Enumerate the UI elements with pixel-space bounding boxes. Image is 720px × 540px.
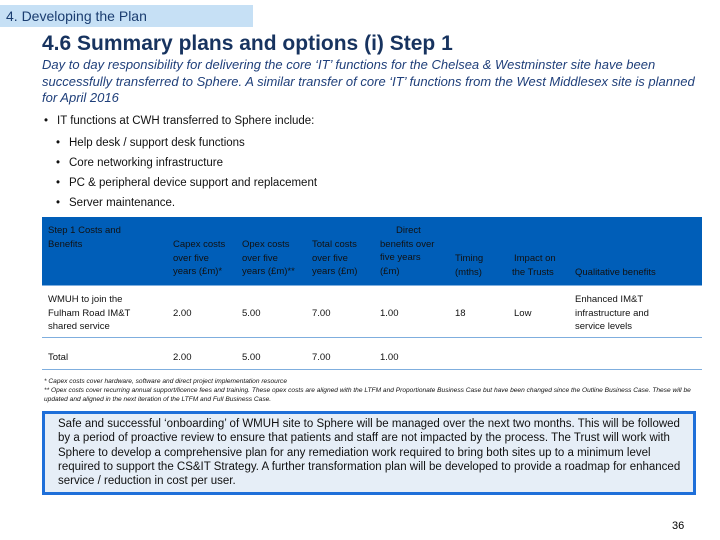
row1-benefits: 1.00: [380, 308, 399, 319]
header-line: five years: [380, 252, 421, 263]
header-line: Qualitative benefits: [575, 267, 656, 278]
row1-timing: 18: [455, 308, 466, 319]
row1-name: [48, 293, 130, 334]
header-line: years (£m)**: [242, 266, 295, 277]
row1-impact: Low: [514, 308, 532, 319]
list-item-text: Server maintenance.: [69, 197, 176, 209]
header-benefits: [380, 224, 434, 278]
section-tab: 4. Developing the Plan: [0, 5, 253, 27]
list-item: [56, 176, 317, 196]
row-divider: [42, 337, 702, 338]
row2-capex: 2.00: [173, 352, 192, 363]
header-line: years (£m)*: [173, 266, 223, 277]
footnote-opex: ** Opex costs cover recurring annual support/licence fees and training. These opex costs are aligned with the LTFM and Proportionate Business Case but have been changed since the Outline Business Case. These will be updated and aligned in the next iteration of the LTFM and Full Business Case.: [44, 387, 691, 403]
cell-line: WMUH to join the: [48, 294, 123, 305]
list-item: [56, 156, 317, 176]
header-timing: [455, 252, 483, 279]
row1-opex: 5.00: [242, 308, 261, 319]
summary-callout-box: Safe and successful ‘onboarding’ of WMUH site to Sphere will be managed over the next two months. This will be followed by a period of proactive review to ensure that patients and staff are not impacted by the process. The Trust will work with Sphere to develop a comprehensive plan for any remediation work required to bring both sites up to a minimum level required to support the CS&IT Strategy. A further transformation plan will be developed to provide a roadmap for enhanced service / reduction in cost per user.: [42, 411, 696, 495]
header-line: Benefits: [48, 238, 83, 250]
main-bullet-text: IT functions at CWH transferred to Sphere include:: [57, 115, 315, 127]
header-qualitative: [575, 266, 656, 280]
bullet-marker: •: [56, 177, 61, 189]
row2-benefits: 1.00: [380, 352, 399, 363]
header-line: over five: [242, 252, 278, 264]
list-item-text: PC & peripheral device support and replacement: [69, 177, 318, 189]
cell-line: shared service: [48, 321, 110, 332]
page-number: 36: [672, 520, 685, 532]
header-line: (mths): [455, 266, 482, 278]
row-divider: [42, 369, 702, 370]
header-line: Total costs: [312, 239, 357, 250]
header-line: Capex costs: [173, 239, 226, 250]
list-item: [56, 196, 317, 216]
bullet-marker: •: [56, 137, 61, 149]
cell-line: Enhanced IM&T: [575, 294, 644, 305]
header-step: [48, 224, 121, 251]
header-line: Impact on: [514, 253, 556, 264]
row2-opex: 5.00: [242, 352, 261, 363]
header-line: years (£m): [312, 266, 358, 277]
row2-name: Total: [48, 352, 69, 363]
footnote-capex: * Capex costs cover hardware, software and direct project implementation resource: [44, 378, 287, 385]
cell-line: infrastructure and: [575, 307, 649, 319]
row2-total: 7.00: [312, 352, 331, 363]
header-line: Step 1 Costs and: [48, 225, 121, 236]
sub-bullet-list: [56, 136, 317, 216]
list-item: [56, 136, 317, 156]
list-item-text: Help desk / support desk functions: [69, 137, 245, 149]
bullet-marker: •: [56, 197, 61, 209]
row-divider: [42, 285, 702, 286]
bullet-marker: •: [56, 157, 61, 169]
header-line: the Trusts: [512, 266, 554, 278]
row1-capex: 2.00: [173, 308, 192, 319]
list-item-text: Core networking infrastructure: [69, 157, 224, 169]
header-total: [312, 238, 357, 279]
header-capex: [173, 238, 225, 279]
header-impact: [512, 252, 556, 279]
cell-line: Fulham Road IM&T: [48, 307, 131, 319]
cell-line: service levels: [575, 321, 633, 332]
header-line: Direct: [396, 225, 421, 236]
header-line: over five: [312, 252, 348, 264]
header-line: Timing: [455, 253, 484, 264]
header-line: benefits over: [380, 238, 435, 250]
header-opex: [242, 238, 295, 279]
header-line: over five: [173, 252, 209, 264]
page-title: 4.6 Summary plans and options (i) Step 1: [42, 32, 453, 55]
header-line: Opex costs: [242, 239, 290, 250]
bullet-marker: •: [44, 115, 49, 127]
header-line: (£m): [380, 265, 400, 277]
footnotes: [44, 377, 714, 404]
main-bullet: [44, 115, 314, 127]
intro-paragraph: Day to day responsibility for delivering the core ‘IT’ functions for the Chelsea & Westminster site have been successfully transferred to Sphere. A similar transfer of core ‘IT’ functions from the West Middlesex site is planned for April 2016: [42, 57, 695, 105]
costs-benefits-table: [42, 217, 702, 370]
row1-total: 7.00: [312, 308, 331, 319]
row1-qualitative: [575, 293, 649, 334]
